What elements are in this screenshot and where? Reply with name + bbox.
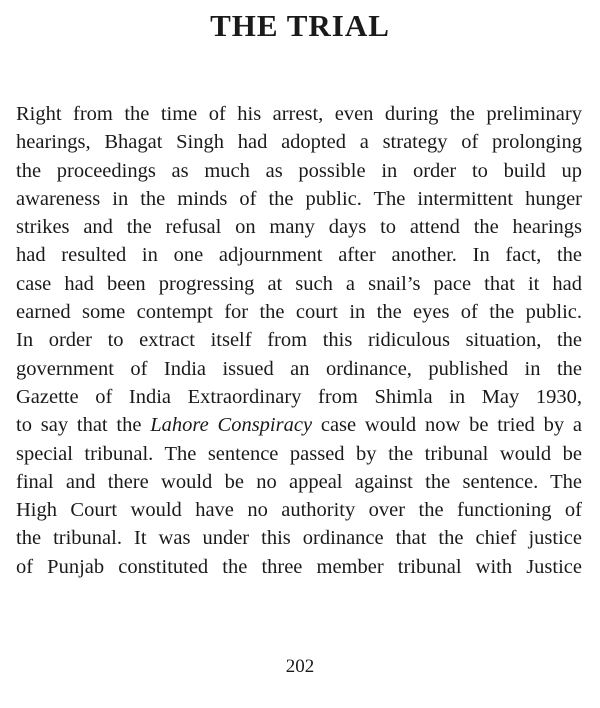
text-line: In order to extract itself from this ridiculous situation, the	[16, 329, 582, 352]
case-name-italic: Lahore Conspiracy	[150, 414, 313, 437]
text-segment: to say that the	[16, 414, 151, 437]
page-number: 202	[285, 656, 315, 677]
text-line: had resulted in one adjournment after another. In fact, the	[16, 244, 582, 267]
text-line: case had been progressing at such a snail’s pace that it had	[16, 272, 582, 295]
text-line: the proceedings as much as possible in order to build up	[16, 159, 582, 182]
text-segment: case would now be tried by a	[312, 414, 583, 437]
text-line-with-italic	[16, 411, 582, 439]
text-line: High Court would have no authority over the functioning of	[16, 499, 582, 522]
text-line: special tribunal. The sentence passed by the tribunal would be	[16, 442, 582, 465]
chapter-title: THE TRIAL	[210, 8, 390, 43]
text-line: Gazette of India Extraordinary from Shimla in May 1930,	[16, 385, 582, 408]
text-line: of Punjab constituted the three member tribunal with Justice	[16, 555, 582, 578]
text-line: awareness in the minds of the public. The intermittent hunger	[16, 187, 582, 210]
text-line: Right from the time of his arrest, even during the preliminary	[16, 103, 582, 125]
text-line: final and there would be no appeal against the sentence. The	[16, 470, 582, 493]
text-line: the tribunal. It was under this ordinance that the chief justice	[16, 527, 582, 550]
text-line: strikes and the refusal on many days to attend the hearings	[16, 216, 582, 239]
text-line: hearings, Bhagat Singh had adopted a strategy of prolonging	[16, 131, 582, 154]
text-line: earned some contempt for the court in the eyes of the public.	[16, 301, 582, 324]
body-paragraph	[16, 100, 582, 581]
text-line: government of India issued an ordinance, published in the	[16, 357, 582, 380]
